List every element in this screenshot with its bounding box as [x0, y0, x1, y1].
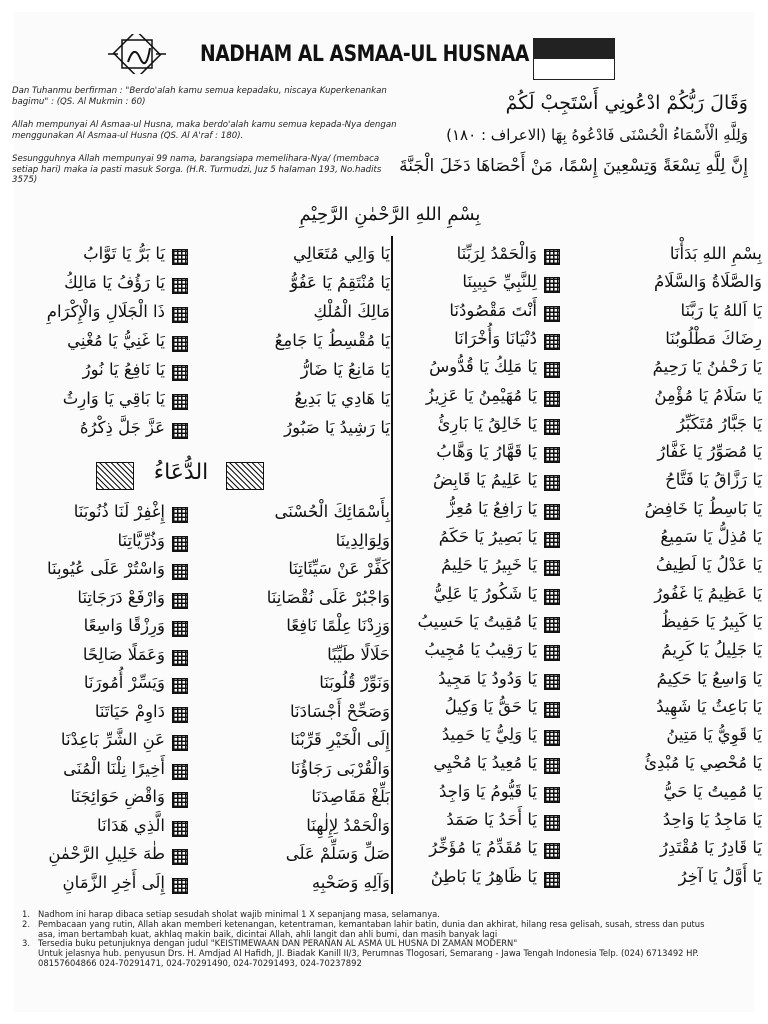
- asma-row-phrase-a: رِضَاكَ مَطْلُوبُنَا: [665, 328, 762, 348]
- asma-row-left-phrase-b: يَا نَافِعُ يَا نُورُ: [82, 360, 165, 379]
- asma-row-phrase-b: يَا شَكُورُ يَا عَلِيُّ: [433, 583, 537, 603]
- asma-row-phrase-a: يَا عَظِيمُ يَا غَفُورُ: [654, 583, 762, 603]
- doa-row-phrase-b: طٰهَ خَلِيلِ الرَّحْمٰنِ: [48, 844, 165, 863]
- bullet-box-icon: [172, 650, 188, 666]
- asma-row-phrase-b: يَا وَلِيُّ يَا حَمِيدُ: [441, 725, 537, 745]
- asma-row-phrase-a: يَا جَبَّارُ مُتَكَبِّرُ: [676, 413, 762, 433]
- bullet-box-icon: [172, 249, 188, 265]
- asma-row-phrase-b: يَا ظَاهِرُ يَا بَاطِنُ: [430, 866, 537, 886]
- asma-row-left-phrase-a: يَا مُنْتَقِمُ يَا عَفُوُّ: [290, 273, 390, 292]
- doa-row-phrase-b: عَنِ الشَّرِّ بَاعِدْنَا: [60, 730, 165, 749]
- doa-row-phrase-b: وَرِزْقًا وَاسِعًا: [83, 616, 165, 635]
- asma-row-phrase-a: يَا سَلَامُ يَا مُؤْمِنُ: [654, 385, 762, 405]
- bullet-box-icon: [544, 589, 560, 605]
- bullet-box-icon: [172, 336, 188, 352]
- asma-row-phrase-a: يَا مُمِيتُ يَا حَيُّ: [663, 781, 762, 801]
- asma-row-phrase-a: يَا بَاعِثُ يَا شَهِيدُ: [656, 696, 762, 716]
- bullet-box-icon: [544, 475, 560, 491]
- doa-row-phrase-a: كَفِّرْ عَنْ سَيِّئَاتِنَا: [288, 559, 390, 578]
- asma-row-phrase-a: يَا مُحْصِي يَا مُبْدِئُ: [644, 753, 762, 773]
- note-1: Dan Tuhanmu berfirman : "Berdo'alah kamu semua kepadaku, niscaya Kuperkenankan bagimu" : (QS. Al Mukmin : 60): [12, 86, 387, 107]
- bullet-box-icon: [544, 447, 560, 463]
- doa-row-phrase-a: وَزِدْنَا عِلْمًا نَافِعًا: [286, 616, 390, 635]
- footnotes: [22, 910, 722, 969]
- asma-row-left-phrase-a: يَا مَانِعُ يَا ضَارُّ: [300, 360, 390, 379]
- footnote-3: 3. Tersedia buku petunjuknya dengan judul "KEISTIMEWAAN DAN PERANAN AL ASMA UL HUSNA DI ZAMAN MODERN": [22, 938, 518, 949]
- asma-row-phrase-b: يَا بَصِيرُ يَا حَكَمُ: [438, 527, 537, 546]
- ornament-icon: [96, 462, 134, 490]
- doa-row-phrase-a: حَلَالًا طَيِّبًا: [327, 644, 390, 664]
- asma-row-phrase-b: يَا مُهَيْمِنُ يَا عَزِيزُ: [425, 385, 537, 405]
- doa-row-phrase-a: وَصَحِّحْ أَجْسَادَنَا: [289, 701, 390, 721]
- bullet-box-icon: [172, 593, 188, 609]
- asma-row-phrase-b: يَا وَدُودُ يَا مَجِيدُ: [438, 668, 537, 688]
- bullet-box-icon: [544, 815, 560, 831]
- bullet-box-icon: [544, 674, 560, 690]
- bullet-box-icon: [172, 878, 188, 894]
- doa-row-phrase-a: صَلِّ وَسَلِّمْ عَلَى: [285, 844, 390, 863]
- asma-row-left-phrase-b: يَا بَاقِي يَا وَارِثُ: [62, 389, 165, 408]
- doa-row-phrase-b: وَيَسِّرْ أُمُورَنَا: [83, 673, 165, 692]
- asma-row-phrase-a: يَا مُصَوِّرُ يَا غَفَّارُ: [657, 442, 762, 462]
- verse-3: إِنَّ لِلَّهِ تِسْعَةً وَتِسْعِينَ إِسْمًا، مَنْ أَحْصَاهَا دَخَلَ الْجَنَّةَ: [399, 156, 748, 176]
- bullet-box-icon: [544, 532, 560, 548]
- note-3: Sesungguhnya Allah mempunyai 99 nama, barangsiapa memelihara-Nya/ (membaca setiap hari) maka ia pasti masuk Sorga. (H.R. Turmudzi, Juz 5 halaman 193, No.hadits 3575): [12, 154, 382, 185]
- doa-row-phrase-a: وَنَوِّرْ قُلُوبَنَا: [319, 673, 390, 692]
- asma-row-phrase-a: يَا مَاجِدُ يَا وَاحِدُ: [662, 810, 762, 829]
- bullet-box-icon: [544, 362, 560, 378]
- bullet-box-icon: [544, 419, 560, 435]
- doa-row-phrase-b: أَخِيرًا نِلْنَا الْمُنَى: [63, 758, 165, 778]
- doa-row-phrase-a: بَلِّغْ مَقَاصِدَنَا: [311, 787, 390, 806]
- bullet-box-icon: [544, 702, 560, 718]
- bullet-box-icon: [172, 849, 188, 865]
- doa-row-phrase-b: الَّذِي هَدَانَا: [97, 815, 165, 835]
- asma-row-phrase-a: يَا رَحْمٰنُ يَا رَحِيمُ: [652, 357, 762, 377]
- asma-row-phrase-b: يَا حَقُّ يَا وَكِيلُ: [444, 696, 537, 716]
- bullet-box-icon: [544, 730, 560, 746]
- bullet-box-icon: [544, 758, 560, 774]
- asma-row-phrase-b: يَا رَقِيبُ يَا مُجِيبُ: [424, 640, 537, 660]
- bullet-box-icon: [544, 249, 560, 265]
- page-title: NADHAM AL ASMAA-UL HUSNAA: [200, 42, 529, 67]
- bullet-box-icon: [172, 564, 188, 580]
- asma-row-left-phrase-b: يَا بَرُّ يَا تَوَّابُ: [83, 244, 165, 263]
- doa-row-phrase-b: وَاقْضِ حَوَائِجَنَا: [70, 787, 165, 806]
- asma-row-phrase-b: يَا مُقِيتُ يَا حَسِيبُ: [417, 611, 537, 631]
- bullet-box-icon: [172, 821, 188, 837]
- asma-row-phrase-b: يَا مُعِيدُ يَا مُحْيِي: [433, 753, 537, 773]
- asma-row-phrase-a: يَا جَلِيلُ يَا كَرِيمُ: [661, 640, 762, 660]
- asma-row-phrase-b: وَالْحَمْدُ لِرَبِّنَا: [456, 244, 537, 263]
- bullet-box-icon: [544, 872, 560, 888]
- doa-row-phrase-b: إِغْفِرْ لَنَا ذُنُوبَنَا: [73, 502, 165, 521]
- bullet-box-icon: [172, 278, 188, 294]
- doa-row-phrase-a: وَالْقُرْبَى رَجَاؤُنَا: [290, 758, 390, 778]
- basmala: بِسْمِ اللهِ الرَّحْمٰنِ الرَّحِيْمِ: [299, 204, 481, 225]
- asma-row-left-phrase-a: يَا مُقْسِطُ يَا جَامِعُ: [274, 331, 390, 350]
- bullet-box-icon: [172, 678, 188, 694]
- doa-row-phrase-b: دَاوِمْ حَيَاتَنَا: [94, 701, 165, 721]
- bullet-box-icon: [544, 645, 560, 661]
- bullet-box-icon: [544, 560, 560, 576]
- asma-row-phrase-b: يَا رَافِعُ يَا مُعِزُّ: [446, 498, 537, 518]
- asma-row-phrase-a: وَالصَّلَاةُ وَالسَّلَامُ: [654, 272, 762, 292]
- bullet-box-icon: [544, 504, 560, 520]
- bullet-box-icon: [544, 306, 560, 322]
- bullet-box-icon: [544, 277, 560, 293]
- verse-1: وَقَالَ رَبُّكُمْ ادْعُونِي أَسْتَجِبْ لَكُمْ: [505, 92, 748, 114]
- ornament-icon: [226, 462, 264, 490]
- bullet-box-icon: [172, 707, 188, 723]
- bullet-box-icon: [172, 735, 188, 751]
- asma-row-phrase-b: يَا عَلِيمُ يَا قَابِضُ: [433, 470, 537, 490]
- asma-row-phrase-b: يَا خَبِيرُ يَا حَلِيمُ: [441, 555, 537, 575]
- bullet-box-icon: [172, 792, 188, 808]
- asma-row-phrase-a: يَا قَادِرُ يَا مُقْتَدِرُ: [660, 838, 762, 858]
- bullet-box-icon: [172, 423, 188, 439]
- bullet-box-icon: [172, 394, 188, 410]
- asma-row-phrase-b: يَا خَالِقُ يَا بَارِئُ: [437, 413, 537, 433]
- doa-heading-text: الدُّعَاءُ: [153, 460, 209, 485]
- asma-row-phrase-a: يَا كَبِيرُ يَا حَفِيظُ: [660, 611, 762, 631]
- indonesia-flag-icon: [533, 38, 615, 80]
- bullet-box-icon: [544, 843, 560, 859]
- asma-row-phrase-b: يَا مَلِكُ يَا قُدُّوسُ: [429, 357, 537, 377]
- doa-row-phrase-a: وَاجْبُرْ عَلَى نُقْصَانِنَا: [266, 587, 390, 607]
- doa-row-phrase-a: بِأَسْمَائِكَ الْحُسْنَى: [274, 502, 390, 521]
- doa-row-phrase-b: وَاسْتُرْ عَلَى عُيُوبِنَا: [47, 559, 165, 578]
- asma-row-phrase-b: يَا أَحَدُ يَا صَمَدُ: [446, 810, 537, 829]
- doa-row-phrase-a: إِلَى الْخَيْرِ قَرِّبْنَا: [290, 730, 390, 749]
- doa-row-phrase-b: إِلَى أَخِرِ الزَّمَانِ: [62, 872, 165, 892]
- asma-row-phrase-b: لِلنَّبِيِّ حَبِيبِنَا: [462, 272, 537, 292]
- doa-heading: [96, 458, 266, 492]
- doa-row-phrase-b: وَذُرِّيَّاتِنَا: [117, 530, 165, 550]
- asma-row-left-phrase-b: يَا رَؤُفُ يَا مَالِكُ: [64, 273, 165, 292]
- bullet-box-icon: [172, 764, 188, 780]
- verse-2: وَلِلَّهِ الْأَسْمَاءُ الْحُسْنَى فَادْعُوهُ بِهَا (الاعراف : ١٨٠): [446, 126, 748, 144]
- asma-row-phrase-a: بِسْمِ اللهِ بَدَأْنَا: [669, 244, 762, 263]
- asma-row-phrase-b: أَنْتَ مَقْصُودُنَا: [449, 300, 537, 320]
- asma-row-phrase-a: يَا عَدْلُ يَا لَطِيفُ: [655, 555, 762, 575]
- asma-row-left-phrase-a: يَا رَشِيدُ يَا صَبُورُ: [284, 418, 390, 437]
- asma-row-left-phrase-a: يَا وَالِي مُتَعَالِي: [292, 244, 390, 263]
- asma-row-phrase-b: يَا مُقَدِّمُ يَا مُؤَخِّرُ: [429, 838, 537, 858]
- asma-row-left-phrase-b: ذَا الْجَلَالِ وَالْإِكْرَامِ: [46, 302, 165, 321]
- bullet-box-icon: [544, 617, 560, 633]
- bullet-box-icon: [172, 507, 188, 523]
- asma-row-phrase-b: دُنْيَانَا وَأُخْرَانَا: [454, 328, 537, 348]
- asma-row-phrase-b: يَا قَيُّومُ يَا وَاجِدُ: [439, 781, 537, 801]
- asma-row-phrase-a: يَا وَاسِعُ يَا حَكِيمُ: [656, 668, 762, 688]
- asma-row-phrase-a: يَا قَوِيُّ يَا مَتِينُ: [666, 725, 762, 745]
- bullet-box-icon: [172, 307, 188, 323]
- bullet-box-icon: [172, 365, 188, 381]
- footnote-2: 2. Pembacaan yang rutin, Allah akan memberi ketenangan, ketentraman, kemantaban lahir batin, dunia dan akhirat, hilang resa gelisah, susah, stress dan putus asa, iman bertambah kuat, akhlaq makin baik, dicintai Allah, ahli langit dan ahli bumi, dan masih banyak lagi: [22, 918, 705, 939]
- doa-row-phrase-b: وَارْفَعْ دَرَجَاتِنَا: [77, 587, 165, 607]
- bullet-box-icon: [172, 621, 188, 637]
- doa-row-phrase-b: وَعَمَلًا صَالِحًا: [82, 644, 165, 664]
- bullet-box-icon: [544, 787, 560, 803]
- footnote-contact: Untuk jelasnya hub. penyusun Drs. H. Amdjad Al Hafidh, Jl. Biadak Kanill II/3, Perumnas Tlogosari, Semarang - Jawa Tengah Indonesia Telp. (024) 6713492 HP. 08157604866 024-70291471, 024-70291490, 024-70291493, 024-70237892: [38, 948, 699, 968]
- asma-row-left-phrase-b: عَزَّ جَلَّ ذِكْرُهُ: [79, 418, 165, 437]
- asma-row-left-phrase-b: يَا غَنِيُّ يَا مُغْنِي: [67, 331, 165, 350]
- note-2: Allah mempunyai Al Asmaa-ul Husna, maka berdo'alah kamu semua kepada-Nya dengan menggunakan Al Asmaa-ul Husna (QS. Al A'raf : 180).: [12, 120, 397, 141]
- doa-row-phrase-a: وَآلِهِ وَصَحْبِهِ: [311, 872, 390, 892]
- bullet-box-icon: [172, 536, 188, 552]
- asma-row-phrase-a: يَا بَاسِطُ يَا خَافِضُ: [644, 498, 762, 518]
- doa-row-phrase-a: وَلِوَالِدِينَا: [335, 530, 390, 550]
- asma-row-phrase-a: يَا مُذِلُّ يَا سَمِيعُ: [660, 527, 762, 546]
- asma-row-phrase-b: يَا قَهَّارُ يَا وَهَّابُ: [436, 442, 537, 462]
- asma-row-left-phrase-a: يَا هَادِي يَا بَدِيعُ: [294, 389, 390, 408]
- doa-row-phrase-a: وَالْحَمْدُ لِإِلٰهِنَا: [306, 815, 390, 835]
- asma-row-phrase-a: يَا أَوَّلُ يَا آخِرُ: [678, 866, 762, 886]
- bullet-box-icon: [544, 391, 560, 407]
- asma-row-phrase-a: يَا رَزَّاقُ يَا فَتَّاحُ: [665, 470, 762, 490]
- footnote-1: 1. Nadhom ini harap dibaca setiap sesudah sholat wajib minimal 1 X sepanjang masa, selamanya.: [22, 909, 440, 919]
- asma-row-left-phrase-a: مَالِكَ الْمُلْكِ: [313, 302, 390, 321]
- asma-row-phrase-a: يَا اَللهُ يَا رَبَّنَا: [680, 300, 762, 320]
- bullet-box-icon: [544, 334, 560, 350]
- calligraphy-logo: [106, 34, 168, 74]
